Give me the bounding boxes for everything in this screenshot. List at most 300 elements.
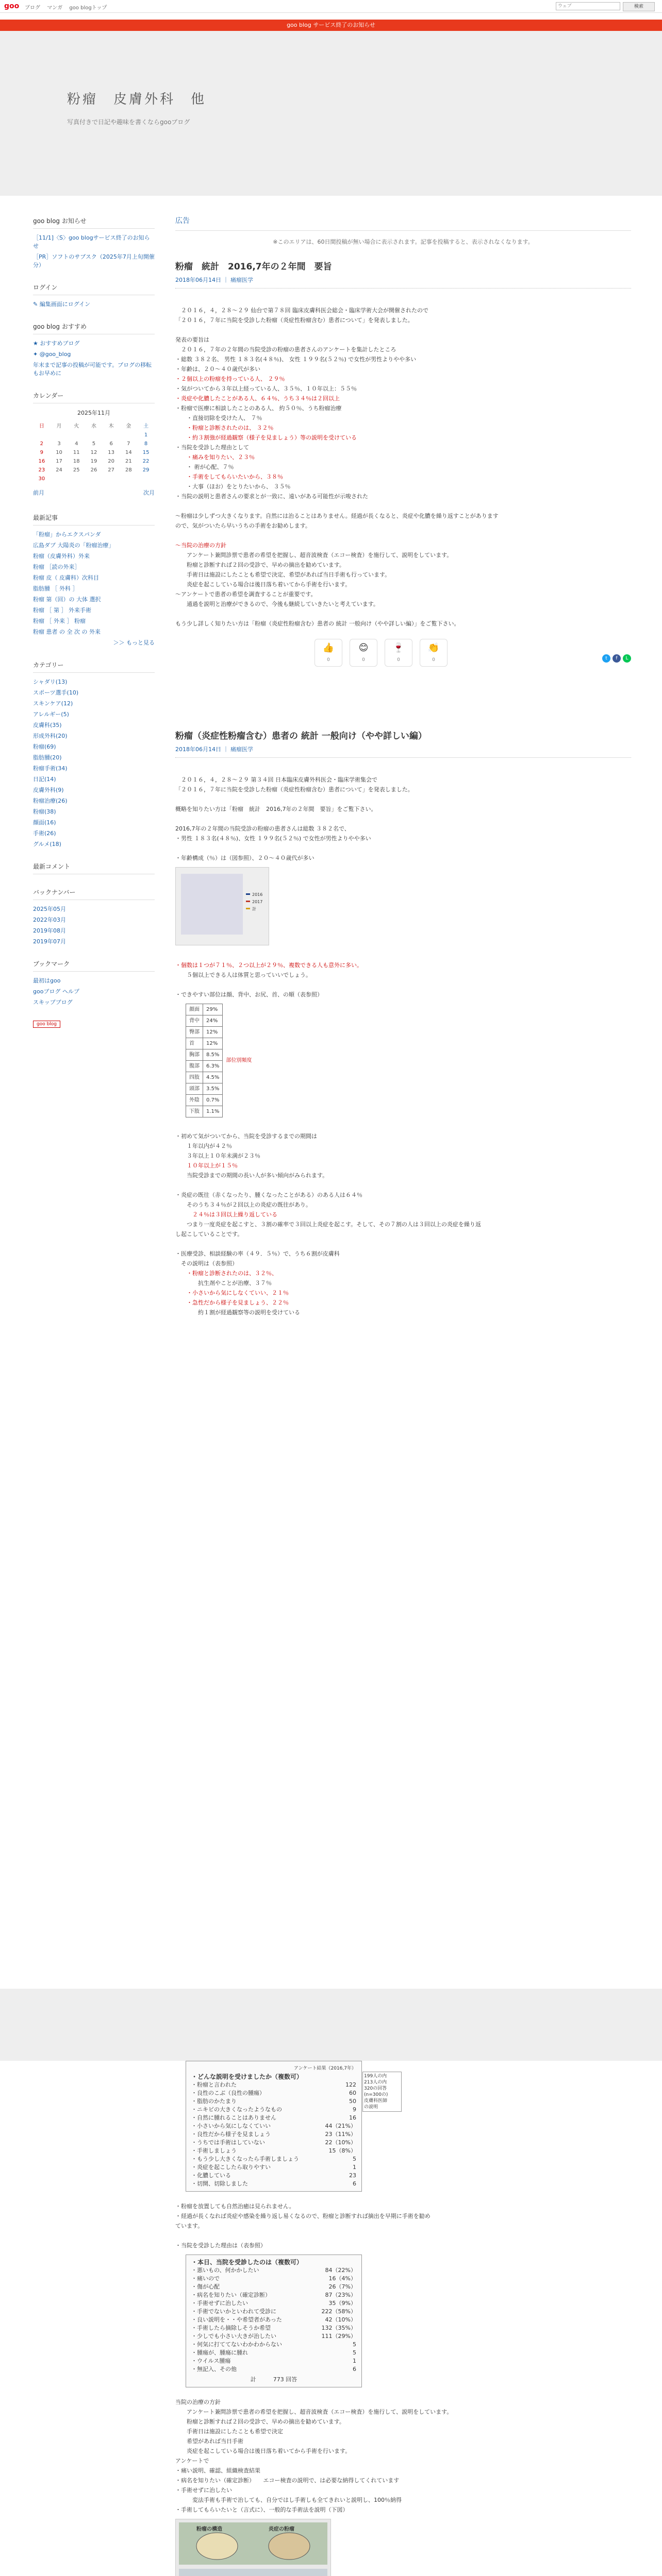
top-link-blog[interactable]: ブログ	[25, 5, 40, 11]
post-text-line: ２０１６，４，２８～２９ 仙台で第７８回 臨床皮膚科医会総会・臨床学術大会が開催されたので	[175, 307, 428, 314]
calendar-weekday: 月	[56, 423, 62, 429]
post-entry	[175, 262, 631, 670]
survey-row-value: 15（8%）	[328, 2147, 356, 2154]
post-text-line: １年以内が４２％	[175, 1143, 232, 1149]
ad-heading: 広告	[175, 216, 631, 231]
recommend-link[interactable]	[33, 340, 155, 348]
survey-row-label: ・もう少し大きくなったら手術しましょう	[191, 2156, 299, 2162]
post-text-line: 抗生剤やことが治療、３７％	[175, 1280, 272, 1286]
calendar-day: 9	[40, 450, 44, 455]
survey-row-value: 1	[353, 2358, 356, 2364]
survey-row-value: 50	[349, 2098, 356, 2105]
post-text-line: つまり一度炎症を起こすと、３割の確率で３回以上炎症を起こす。そして、その７割の人は３回以上の炎症を繰り返	[175, 1221, 481, 1228]
calendar-day: 19	[90, 459, 97, 464]
post-text-line: その説明は（表参照）	[175, 1260, 238, 1267]
survey-side-line: 皮膚科医師	[364, 2098, 388, 2104]
calendar-day: 27	[108, 467, 115, 473]
legend-label: 2017	[252, 900, 263, 904]
calendar-day: 24	[56, 467, 62, 473]
category-link[interactable]: 形成外科(20)	[33, 733, 68, 739]
survey-row	[191, 2283, 356, 2291]
post-text-line: ・経過が長くなれば炎症や感染を繰り返し易くなるので、粉瘤と診断すれば摘出を早期に手術を勧め	[175, 2213, 431, 2219]
chart-plot-area	[181, 874, 243, 935]
recent-post-link[interactable]: 粉瘤 ［読の外来］	[33, 564, 80, 570]
sidebar-heading: 最新コメント	[33, 862, 155, 874]
main-content-continued	[175, 2061, 631, 2576]
category-link[interactable]: 脂肪腫(20)	[33, 754, 62, 761]
post-text-line: もう少し詳しく知りたい方は「粉瘤（炎症性粉瘤含む）患者の 統計 一般向け（やや詳しい編）」をご覧下さい。	[175, 620, 460, 627]
facebook-share-icon[interactable]: f	[613, 654, 621, 663]
post-text-line: ・痛みを知りたい、２３％	[175, 454, 255, 461]
post-text-line	[175, 1122, 631, 1131]
post-text-line: 希望があれば当日手術	[175, 2438, 243, 2445]
survey-row-label: ・良い説明を・・や希望者があった	[191, 2316, 282, 2323]
calendar-day	[103, 431, 120, 439]
survey-row-value: 122	[345, 2081, 356, 2088]
post-text-line: ・初めて気がついてから、当院を受診するまでの期間は	[175, 1133, 317, 1140]
reaction-button[interactable]	[315, 639, 342, 667]
survey-row-label: ・小さいから気にしなくていい	[191, 2123, 271, 2129]
sidebar-link[interactable]: ［11/1]〈S〉goo blogサービス終了のお知らせ	[33, 234, 150, 249]
top-link-goo-blog-top[interactable]: goo blogトップ	[69, 5, 107, 11]
survey-row	[191, 2114, 356, 2122]
reaction-button[interactable]	[420, 639, 448, 667]
post-text-line: ・直接切除を受けた人、 ７％	[175, 415, 262, 421]
post-entry	[175, 732, 631, 1317]
calendar-day: 23	[38, 467, 45, 473]
survey-row	[191, 2266, 356, 2275]
blog-title[interactable]: 粉瘤 皮膚外科 他	[67, 92, 207, 107]
post-body	[175, 2387, 631, 2515]
calendar-day: 26	[90, 467, 97, 473]
calendar-day: 16	[38, 459, 45, 464]
post-text-line: ・当院を受診した理由として	[175, 444, 249, 451]
calendar-day: 5	[92, 441, 96, 447]
survey-row-value: 6	[353, 2180, 356, 2187]
recent-post-link[interactable]: 「粉瘤」からエクスパンダ	[33, 531, 101, 538]
sidebar-backnumber	[33, 888, 155, 946]
post-text-line: 手術日は施設にしたことも希望で決定、希望があれば当日手術も行っています。	[175, 571, 391, 578]
calendar-weekday: 日	[39, 423, 44, 429]
category-link[interactable]: 粉瘤(69)	[33, 743, 56, 750]
calendar-day: 28	[125, 467, 132, 473]
post-text-line: 変法手術も手術で治しても、自分ではし手術しも全てきれいと説明し、100％納得	[175, 2497, 402, 2503]
survey-row-label: ・手術でないかといわれて受診に	[191, 2308, 276, 2315]
sidebar-recommend	[33, 322, 155, 378]
cyst-shape	[196, 2533, 238, 2560]
post-text-line: ・年齢構成（％）は（図参照）、２０～４０歳代が多い	[175, 855, 315, 861]
calendar-day: 21	[125, 459, 132, 464]
post-text-line: アンケート兼問診票で患者の希望を把握し、超音波検査（エコー検査）を施行して、説明をしています。	[175, 2409, 453, 2415]
calendar-day	[68, 431, 85, 439]
post-text-line	[175, 843, 631, 853]
survey-row	[191, 2172, 356, 2180]
category-link[interactable]: 日記(14)	[33, 776, 56, 783]
recent-more-link[interactable]: ＞＞ もっと見る	[113, 639, 155, 646]
post-text-line: ・粉瘤と診断されたのは、 ３２％	[175, 425, 274, 431]
survey-row	[191, 2291, 356, 2299]
login-link-label: 編集画面にログイン	[39, 301, 91, 308]
survey-row-label: ・傷が心配	[191, 2283, 220, 2290]
reaction-button[interactable]	[350, 639, 377, 667]
inflamed-cyst-shape	[269, 2533, 310, 2560]
survey-row-value: 5	[353, 2156, 356, 2162]
calendar-day	[85, 431, 103, 439]
survey-row	[191, 2308, 356, 2316]
rss-badge[interactable]	[33, 1021, 60, 1028]
calendar-day	[120, 431, 138, 439]
site-percent-cell: 0.7%	[203, 1095, 223, 1106]
site-percent-cell: 29%	[203, 1004, 223, 1015]
recent-post-link[interactable]: 粉瘤 ［ 外来 ］ 粉瘤	[33, 618, 86, 624]
twitter-share-icon[interactable]: t	[602, 654, 610, 663]
category-link[interactable]: 手術(26)	[33, 830, 56, 837]
legend-label: 2016	[252, 892, 263, 897]
post-text-line: ・気がついてから３年以上経っている人、３５％、１０年以上：５５％	[175, 385, 357, 392]
survey-row-value: 132（35%）	[321, 2325, 356, 2331]
recent-post-link[interactable]: 広島ダブ 大陽炎の「粉瘤治療」	[33, 542, 114, 549]
site-name-cell: 背中	[186, 1015, 203, 1027]
bookmark-link[interactable]: スキップブログ	[33, 999, 73, 1006]
survey-row-value: 5	[353, 2349, 356, 2356]
post-text-line: 当院の治療の方針	[175, 2399, 221, 2405]
recent-post-link[interactable]: 粉瘤 患者 の 全 次 の 外来	[33, 629, 101, 635]
sidebar-heading: カテゴリー	[33, 660, 155, 673]
calendar-day	[120, 474, 138, 483]
survey-row	[191, 2106, 356, 2114]
post-body	[175, 2192, 631, 2250]
diagram-label: 粉瘤の構造	[196, 2527, 222, 2532]
sidebar-heading: カレンダー	[33, 391, 155, 403]
survey-row-label: ・手術したら摘除しそうか希望	[191, 2325, 271, 2331]
survey-row-label: ・ニキビの大きくなったようなもの	[191, 2106, 282, 2113]
post-text-line	[175, 794, 631, 804]
category-link[interactable]: アレルギー(5)	[33, 711, 69, 718]
category-link[interactable]: 粉瘤(38)	[33, 808, 56, 815]
survey-row-value: 5	[353, 2341, 356, 2348]
legend-swatch	[246, 908, 250, 909]
survey-row	[191, 2316, 356, 2324]
calendar-month: 2025年11月	[77, 410, 110, 416]
recent-post-link[interactable]: 粉瘤 第（回）の 大体 選択	[33, 596, 101, 603]
post-text-line: 「２０１６，７年に当院を受診した粉瘤（炎症性粉瘤含む）患者について」を発表しました。	[175, 786, 413, 793]
post-text-line	[175, 2231, 631, 2241]
recent-post-link[interactable]: 粉瘤 ［ 第 ］ 外来手術	[33, 607, 91, 614]
survey-row-value: 87（23%）	[325, 2292, 356, 2298]
survey-row-label: ・切開、切除しました	[191, 2180, 248, 2187]
calendar-day: 25	[73, 467, 80, 473]
post-text-line	[175, 2192, 631, 2201]
pencil-icon: ✎	[33, 301, 40, 308]
post-text-line: ・小さいから気にしなくていい、２１％	[175, 1290, 289, 1296]
survey-row-label: ・粉瘤と言われた	[191, 2081, 237, 2088]
survey-row-value: 23	[349, 2172, 356, 2179]
post-text-line: ・炎症や化膿したことがある人、６４％、うち３４％は２回以上	[175, 395, 340, 402]
post-text-line: ・痛い説明、確認、組織検査結果	[175, 2467, 260, 2474]
bird-icon: ✦	[33, 351, 40, 358]
post-text-line	[175, 501, 631, 511]
legend-swatch	[246, 901, 250, 902]
survey-row-label: ・良性のこぶ（良性の腫瘍）	[191, 2090, 265, 2096]
site-name-cell: 下肢	[186, 1106, 203, 1117]
survey-side-line: 199人の内	[364, 2074, 387, 2079]
post-meta[interactable]: 2018年06月14日 ｜ 痛瘤医学	[175, 744, 631, 758]
post-text-line: ・当院の説明と患者さんの要求とが一致に、遠いがある可能性が示唆された	[175, 493, 368, 500]
blog-header	[0, 31, 662, 196]
post-text-line: ・大事（ほお）をとりたいから、 ３５％	[175, 483, 291, 490]
post-text-line: 粉瘤と診断すれば２回の受診で、早めの摘出を勧めています。	[175, 562, 345, 568]
survey-row	[191, 2275, 356, 2283]
survey-row-value: 6	[353, 2366, 356, 2372]
survey-row-label: ・良性だから様子を見ましょう	[191, 2131, 271, 2138]
survey-row	[191, 2155, 356, 2163]
rss-badge-label: goo blog	[37, 1022, 57, 1027]
site-percent-cell: 24%	[203, 1015, 223, 1027]
category-link[interactable]: 顔面(16)	[33, 819, 56, 826]
calendar-day	[68, 474, 85, 483]
post-text-line: ・約３割強が経過観察（様子を見ましょう）等の説明を受けている	[175, 434, 357, 441]
no-post-notice: ※このエリアは、60日間投稿が無い場合に表示されます。記事を投稿すると、表示されなくなります。	[273, 239, 534, 245]
post-text-line	[175, 1180, 631, 1190]
calendar-day: 17	[56, 459, 62, 464]
survey-row-value: 84（22%）	[325, 2267, 356, 2274]
calendar-day: 4	[75, 441, 78, 447]
backnumber-link[interactable]: 2019年08月	[33, 927, 66, 934]
calendar-day: 2	[40, 441, 44, 447]
calendar-prev-link[interactable]: 前月	[33, 489, 44, 496]
survey-row-value: 23（11%）	[325, 2131, 356, 2138]
calendar-day: 13	[108, 450, 115, 455]
star-icon: ★	[33, 340, 40, 347]
age-chart	[175, 867, 269, 945]
calendar-day: 7	[127, 441, 130, 447]
survey-row-label: ・化膿している	[191, 2172, 231, 2179]
calendar-table	[33, 420, 155, 483]
backnumber-link[interactable]: 2019年07月	[33, 938, 66, 945]
post-text-line: ２４％は３回以上繰り返している	[175, 1211, 277, 1218]
survey-row-value: 16	[349, 2114, 356, 2121]
survey-row-label: ・悪いもの、何かかしたい	[191, 2267, 259, 2274]
calendar-day	[137, 474, 155, 483]
post-body	[175, 951, 631, 999]
goo-logo[interactable]: goo	[4, 2, 20, 10]
reaction-icon: 🍷	[392, 642, 405, 653]
survey-row	[191, 2332, 356, 2341]
survey-total: 計 773 回答	[250, 2376, 297, 2383]
calendar-day	[103, 474, 120, 483]
survey-row-value: 16（4%）	[328, 2275, 356, 2282]
survey-title: ・どんな説明を受けましたか（複数可）	[191, 2073, 303, 2080]
category-link[interactable]: シャダリ(13)	[33, 679, 68, 685]
calendar-day: 1	[144, 432, 148, 438]
service-end-notice-bar[interactable]	[0, 20, 662, 31]
post-title[interactable]: 粉瘤 統計 2016,7年の２年間 要旨	[175, 262, 332, 272]
survey-row	[191, 2349, 356, 2357]
search-button[interactable]: 検索	[623, 2, 655, 11]
recent-post-link[interactable]: 粉瘤（皮膚外科）外来	[33, 553, 90, 560]
calendar-day: 3	[57, 441, 61, 447]
site-percent-cell: 12%	[203, 1027, 223, 1038]
site-percent-cell: 6.3%	[203, 1061, 223, 1072]
sidebar-heading: goo blog お知らせ	[33, 216, 155, 229]
survey-row	[191, 2130, 356, 2139]
reaction-count: 0	[397, 657, 400, 663]
post-body	[175, 765, 631, 863]
site-name-cell: 顔面	[186, 1004, 203, 1015]
survey-row	[191, 2139, 356, 2147]
post-body	[175, 1122, 631, 1317]
reaction-icon: 👏	[427, 642, 440, 653]
blog-description: 写真付きで日記や趣味を書くならgooブログ	[67, 118, 190, 126]
calendar-day: 14	[125, 450, 132, 455]
top-link-manga[interactable]: マンガ	[47, 5, 63, 11]
post-text-line: 約１割が経過観察等の説明を受けている	[175, 1309, 300, 1316]
survey-row-label: ・うちでは手術はしていない	[191, 2139, 265, 2146]
reaction-count: 0	[432, 657, 435, 663]
category-link[interactable]: グルメ(18)	[33, 841, 61, 848]
sidebar-heading: バックナンバー	[33, 888, 155, 900]
share-buttons	[602, 654, 631, 663]
calendar-next-link[interactable]: 次月	[143, 489, 155, 496]
twitter-link[interactable]	[33, 350, 155, 359]
post-text-line: ・炎症の既往（赤くなったり、腫くなったことがある）のある人は６４％	[175, 1192, 362, 1198]
survey-row-label: ・炎症を起こしたら取りやすい	[191, 2164, 271, 2171]
category-link[interactable]: スキンケア(12)	[33, 700, 73, 707]
calendar-day: 29	[142, 467, 150, 473]
site-name-cell: 四肢	[186, 1072, 203, 1083]
sidebar-calendar	[33, 391, 155, 500]
post-text-line	[175, 325, 631, 335]
search-input[interactable]: ウェブ	[556, 2, 620, 10]
sidebar-heading: ログイン	[33, 283, 155, 295]
survey-row-value: 222（58%）	[321, 2308, 356, 2315]
post-text-line: ・ 術が心配、７％	[175, 464, 234, 470]
survey-row-value: 26（7%）	[328, 2283, 356, 2290]
post-text-line: ２０１６，４，２８～２９ 第３４回 日本臨床皮膚外科医会・臨床学術集会で	[175, 776, 377, 783]
post-text-line: ・個数は１つが７１％、２つ以上が２９％、複数できる人も意外に多い。	[175, 962, 362, 969]
calendar-day: 22	[142, 459, 150, 464]
post-text-line: ・手術してもらいたいと（言式に）、一般的な手術法を説明（下図）	[175, 2506, 349, 2513]
post-text-line: そのうち３４％が２回以上の炎症の既往があり。	[175, 1201, 311, 1208]
migration-notice-link[interactable]: 年末まで記事の投稿が可能です。ブログの移転もお早めに	[33, 362, 152, 377]
post-title[interactable]: 粉瘤（炎症性粉瘤含む）患者の 統計 一般向け（やや詳しい編）	[175, 731, 427, 741]
post-meta[interactable]: 2018年06月14日 ｜ 痛瘤医学	[175, 275, 631, 289]
post-text-line	[175, 765, 631, 775]
post-text-line	[175, 531, 631, 540]
post-text-line: アンケート兼問診票で患者の希望を把握し、超音波検査（エコー検査）を施行して、説明をしています。	[175, 552, 453, 558]
recent-post-link[interactable]: 脂肪腫 ［ 外科 ］	[33, 585, 78, 592]
site-name-cell: 頭部	[186, 1083, 203, 1095]
section-separator	[0, 1989, 662, 2061]
recommend-link-label: おすすめブログ	[40, 340, 80, 347]
survey-row-label: ・痛いので	[191, 2275, 220, 2282]
main-content	[175, 216, 631, 1317]
bookmark-link[interactable]: gooブログ ヘルプ	[33, 988, 79, 995]
survey-side-note	[362, 2072, 402, 2112]
calendar-weekday: 金	[126, 423, 131, 429]
top-bar	[0, 0, 662, 13]
survey-side-line: 320の回答	[364, 2086, 387, 2091]
survey-row-label: ・少しでも小さい大きが治したい	[191, 2333, 276, 2340]
calendar-day: 12	[90, 450, 97, 455]
post-text-line	[175, 1239, 631, 1249]
post-text-line: ～アンケートで患者の希望を調査することが重要です。	[175, 591, 317, 598]
post-text-line: 手術日は施設にしたことも希望で決定	[175, 2428, 283, 2435]
post-text-line: ・粉瘤と診断されたのは、３２％、	[175, 1270, 277, 1277]
survey-row	[191, 2357, 356, 2365]
calendar-weekday: 水	[91, 423, 96, 429]
post-text-line: ３年以上１０年未満が２３％	[175, 1153, 260, 1159]
category-link[interactable]: 皮膚科(35)	[33, 722, 62, 728]
post-text-line: ５個以上できる人は体質と思っていいでしょう。	[175, 972, 311, 978]
post-text-line: し起こしていることです。	[175, 1231, 243, 1238]
recent-post-link[interactable]: 粉瘤 皮（ 皮膚科）次科目	[33, 574, 99, 581]
reaction-button[interactable]	[385, 639, 412, 667]
survey-row	[191, 2147, 356, 2155]
post-body	[175, 296, 631, 629]
post-text-line	[175, 980, 631, 990]
survey-row-value: 35（9%）	[328, 2300, 356, 2307]
survey-row-value: 44（21%）	[325, 2123, 356, 2129]
post-text-line: ています。	[175, 2223, 204, 2229]
line-share-icon[interactable]: L	[623, 654, 631, 663]
survey-row-label: ・無記入、その他	[191, 2366, 237, 2372]
backnumber-link[interactable]: 2022年03月	[33, 917, 66, 923]
category-link[interactable]: 皮膚外科(9)	[33, 787, 64, 793]
survey-side-line: 213人の内	[364, 2080, 387, 2085]
survey-row	[191, 2341, 356, 2349]
post-text-line	[175, 814, 631, 824]
category-link[interactable]: スポーツ選手(10)	[33, 689, 79, 696]
post-text-line: 2016,7年の２年間の当院受診の粉瘤の患者さんは総数 ３８２名で、	[175, 825, 350, 832]
survey-row-label: ・病名を知りたい（確定診断）	[191, 2292, 271, 2298]
post-text-line: ～粉瘤は少しずつ大きくなります。自然には治ることはありません。経過が長くなると、炎症や化膿を繰り返すことがあります	[175, 513, 499, 519]
post-text-line: ・急性だから様子を見ましょう、２２％	[175, 1299, 289, 1306]
post-text-line: 粉瘤と診断すれば２回の受診で、早めの摘出を勧めています。	[175, 2418, 345, 2425]
reaction-count: 0	[327, 657, 330, 663]
service-end-notice-text[interactable]: goo blog サービス終了のお知らせ	[287, 22, 375, 28]
login-link[interactable]	[33, 300, 155, 309]
sidebar-categories	[33, 660, 155, 849]
survey-row-label: ・ウイルス腫瘍	[191, 2358, 231, 2364]
category-link[interactable]: 粉瘤治療(26)	[33, 798, 68, 804]
backnumber-link[interactable]: 2025年05月	[33, 906, 66, 912]
site-percent-cell: 12%	[203, 1038, 223, 1049]
calendar-day: 11	[73, 450, 80, 455]
survey-row-value: 42（10%）	[325, 2316, 356, 2323]
excision-diagram	[175, 2519, 331, 2576]
survey-row-label: ・手術せずに治したい	[191, 2300, 248, 2307]
survey-row	[191, 2089, 356, 2097]
site-percent-cell: 8.5%	[203, 1049, 223, 1061]
post-text-line: ～当院の治療の方針	[175, 542, 226, 549]
bookmark-link[interactable]: 最初はgoo	[33, 977, 61, 984]
survey-table-explanations	[186, 2061, 388, 2192]
post-text-line	[175, 2387, 631, 2397]
post-text-line: ・２個以上の粉瘤を持っている人、 ２９％	[175, 376, 285, 382]
sidebar-link[interactable]: ［PR］ソフトのサブスク（2025年7月上旬開催分）	[33, 253, 155, 268]
post-text-line	[175, 951, 631, 960]
post-text-line: 「２０１６，７年に当院を受診した粉瘤（炎症性粉瘤含む）患者について」を発表しました。	[175, 317, 413, 324]
post-footer	[175, 639, 631, 670]
post-text-line: ・手術せずに治したい	[175, 2487, 232, 2494]
sidebar	[33, 216, 155, 1028]
post-text-line: ・当院を受診した理由は（表参照）	[175, 2242, 266, 2249]
category-link[interactable]: 粉瘤手術(34)	[33, 765, 68, 772]
legend-label: 計	[252, 907, 256, 911]
sidebar-comments	[33, 862, 155, 874]
calendar-weekday: 火	[74, 423, 79, 429]
